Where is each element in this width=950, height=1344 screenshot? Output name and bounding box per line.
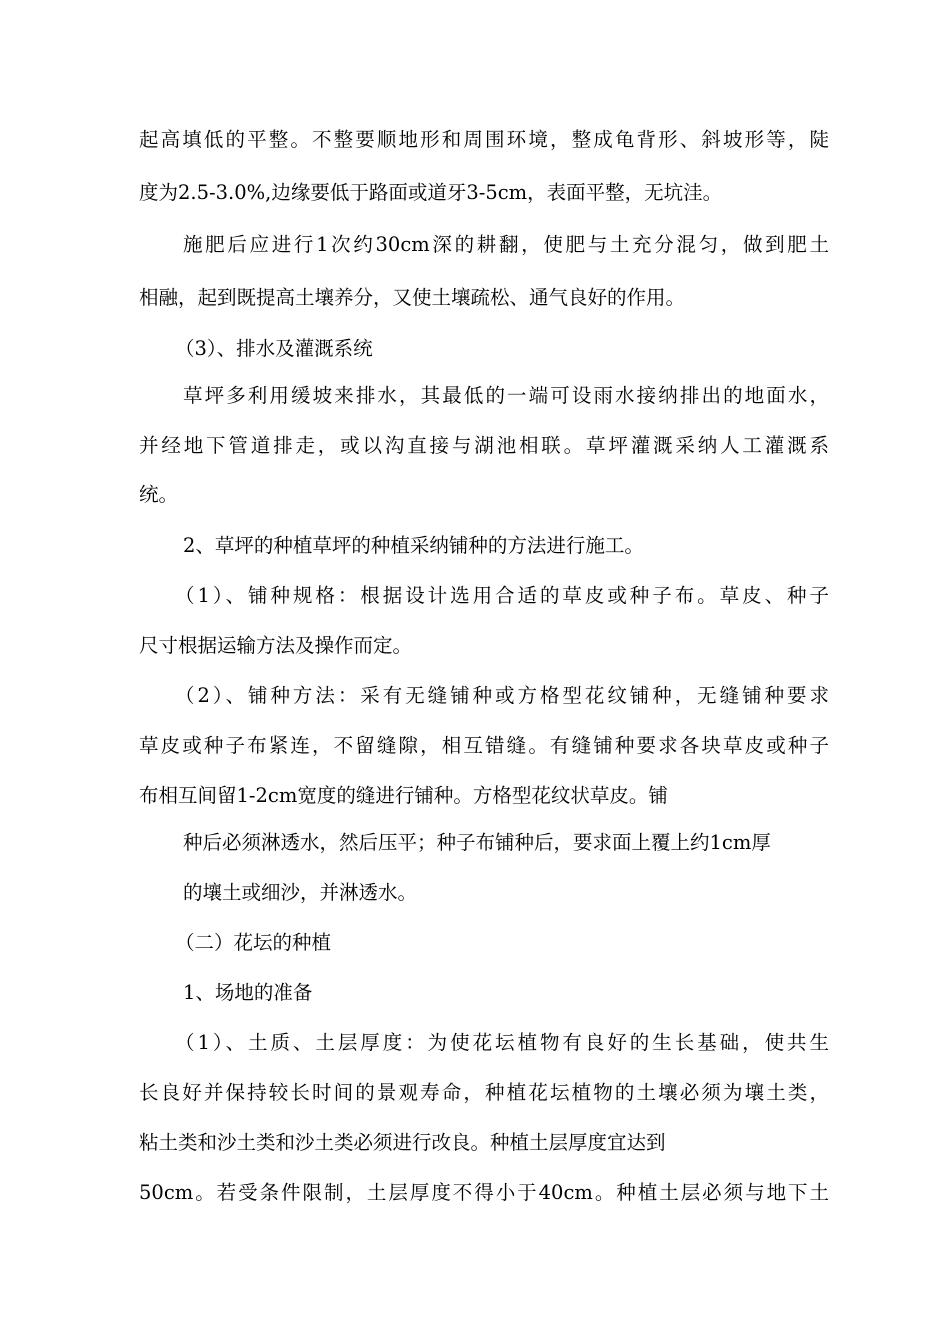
text-line: 度为2.5-3.0%,边缘要低于路面或道牙3-5cm，表面平整，无坑洼。 — [139, 181, 723, 204]
text-line: （1）、土质、土层厚度：为使花坛植物有良好的生长基础，使共生 — [175, 1031, 829, 1054]
section-heading: （3）、排水及灌溉系统 — [175, 337, 373, 360]
text-line: 草皮或种子布紧连，不留缝隙，相互错缝。有缝铺种要求各块草皮或种子 — [139, 734, 829, 757]
text-line: （2）、铺种方法：采有无缝铺种或方格型花纹铺种，无缝铺种要求 — [175, 684, 829, 707]
text-line: （1）、铺种规格：根据设计选用合适的草皮或种子布。草皮、种子 — [175, 584, 829, 607]
text-line: 相融，起到既提高土壤养分，又使土壤疏松、通气良好的作用。 — [139, 286, 686, 309]
text-line: 2、草坪的种植草坪的种植采纳铺种的方法进行施工。 — [183, 534, 644, 557]
text-line: 粘土类和沙土类和沙土类必须进行改良。种植土层厚度宜达到 — [139, 1131, 666, 1154]
text-line: 施肥后应进行1次约30cm深的耕翻，使肥与土充分混匀，做到肥土 — [183, 233, 829, 256]
text-line: 种后必须淋透水，然后压平；种子布铺种后，要求面上覆上约1cm厚 — [183, 831, 771, 854]
text-line: 布相互间留1-2cm宽度的缝进行铺种。方格型花纹状草皮。铺 — [139, 784, 668, 807]
text-line: 长良好并保持较长时间的景观寿命，种植花坛植物的土壤必须为壤土类， — [139, 1081, 829, 1104]
section-heading: （二）花坛的种植 — [175, 931, 332, 954]
text-line: 统。 — [139, 483, 179, 506]
text-line: 的壤土或细沙，并淋透水。 — [183, 881, 418, 904]
section-heading: 1、场地的准备 — [183, 981, 313, 1004]
text-line: 尺寸根据运输方法及操作而定。 — [139, 634, 413, 657]
text-line: 草坪多利用缓坡来排水，其最低的一端可设雨水接纳排出的地面水， — [183, 384, 829, 407]
text-line: 并经地下管道排走，或以沟直接与湖池相联。草坪灌溉采纳人工灌溉系 — [139, 434, 829, 457]
text-line: 起高填低的平整。不整要顺地形和周围环境，整成龟背形、斜坡形等，陡 — [139, 128, 829, 151]
text-line: 50cm。若受条件限制，土层厚度不得小于40cm。种植土层必须与地下土 — [139, 1181, 829, 1204]
